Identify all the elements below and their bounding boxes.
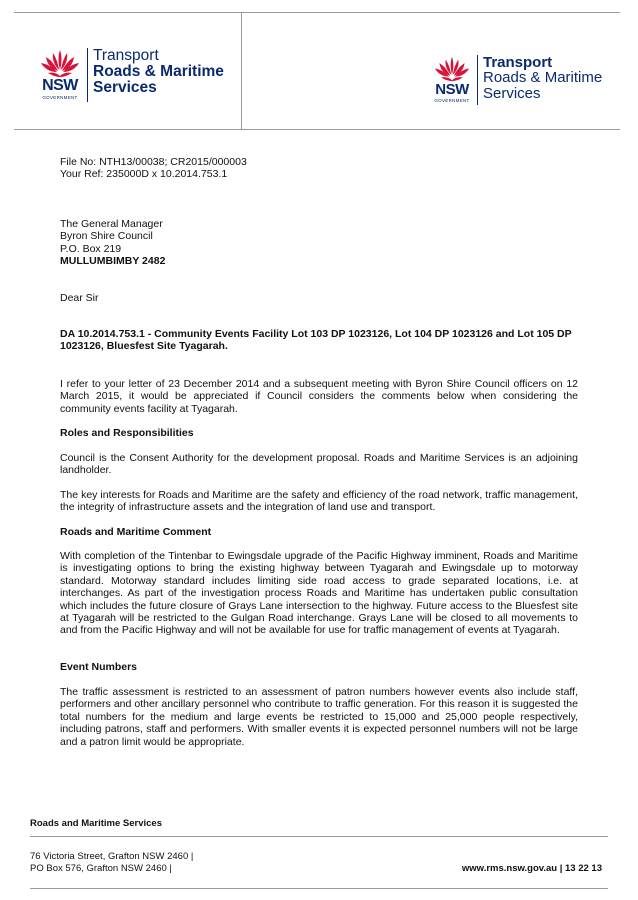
section-heading-event-numbers: Event Numbers bbox=[60, 661, 138, 673]
agency-line-1: Transport bbox=[483, 54, 553, 71]
footer-organisation: Roads and Maritime Services bbox=[30, 818, 162, 829]
address-line: P.O. Box 219 bbox=[60, 242, 122, 255]
comment-paragraph: With completion of the Tintenbar to Ewingsdale upgrade of the Pacific Highway imminent, Roads and Maritime is investigating options to bring the existing highway between Tyagarah and Ewingsdale up to motorway standard. Motorway standard includes limiting side road access to grade separated locations, i.e. at interchanges. As part of the investigation process Roads and Maritime has undertaken public consultation which includes the future closure of Grays Lane intersection to the highway. Future access to the Bluesfest site at Tyagarah will be restricted to the Gulgan Road interchange. Grays Lane will be closed to all movements to and from the Pacific Highway and will not be available for use for traffic management of events at Tyagarah. bbox=[60, 550, 578, 637]
agency-line-3: Services bbox=[93, 78, 157, 96]
your-reference: Your Ref: 235000D x 10.2014.753.1 bbox=[60, 168, 228, 180]
salutation: Dear Sir bbox=[60, 292, 99, 304]
nsw-waratah-mark bbox=[38, 48, 82, 100]
header-top-rule bbox=[14, 12, 620, 13]
footer-postal-address: PO Box 576, Grafton NSW 2460 | bbox=[30, 863, 172, 874]
address-line: Byron Shire Council bbox=[60, 230, 153, 243]
footer-bottom-rule bbox=[30, 888, 608, 889]
intro-paragraph: I refer to your letter of 23 December 2014 and a subsequent meeting with Byron Shire Council officers on 12 March 2015, it would be appreciated if Council considers the comments below when considering the community events facility at Tyagarah. bbox=[60, 378, 578, 415]
footer-street-address: 76 Victoria Street, Grafton NSW 2460 | bbox=[30, 851, 194, 862]
nsw-waratah-mark bbox=[432, 55, 472, 103]
agency-line-3: Services bbox=[483, 84, 541, 102]
event-numbers-paragraph: The traffic assessment is restricted to an assessment of patron numbers however events also include staff, performers and other ancillary personnel who contribute to traffic generation. For this reason it is suggested the total numbers for the medium and large events be restricted to 15,000 and 25,000 people respectively, including patrons, staff and performers. With smaller events it is expected personnel numbers will not be large and a patron limit would be appropriate. bbox=[60, 686, 578, 748]
file-number: File No: NTH13/00038; CR2015/000003 bbox=[60, 156, 247, 168]
agency-line-2: Roads & Maritime bbox=[483, 69, 603, 87]
subject-line: DA 10.2014.753.1 - Community Events Facility Lot 103 DP 1023126, Lot 104 DP 1023126 and Lot 105 DP 1023126, Bluesfest Site Tyagarah. bbox=[60, 328, 572, 353]
nsw-wordmark: NSW bbox=[42, 77, 78, 94]
nsw-wordmark: NSW bbox=[435, 81, 469, 98]
agency-line-2: Roads & Maritime bbox=[93, 62, 224, 80]
logo-divider bbox=[87, 48, 88, 102]
waratah-icon bbox=[432, 55, 472, 82]
roles-paragraph-1: Council is the Consent Authority for the development proposal. Roads and Maritime Services is an adjoining landholder. bbox=[60, 452, 578, 477]
agency-line-1: Transport bbox=[93, 47, 159, 64]
section-heading-roles: Roles and Responsibilities bbox=[60, 427, 194, 439]
address-line: MULLUMBIMBY 2482 bbox=[60, 255, 166, 268]
waratah-icon bbox=[38, 48, 82, 78]
logo-divider bbox=[477, 55, 478, 105]
recipient-address bbox=[60, 218, 165, 268]
nsw-transport-logo-left bbox=[38, 48, 224, 102]
address-line: The General Manager bbox=[60, 218, 163, 230]
agency-name bbox=[483, 55, 602, 101]
header-divider bbox=[241, 12, 242, 130]
government-label: GOVERNMENT bbox=[434, 98, 470, 103]
footer-contact[interactable]: www.rms.nsw.gov.au | 13 22 13 bbox=[461, 863, 602, 874]
footer-top-rule bbox=[30, 836, 608, 837]
header-bottom-rule bbox=[14, 129, 620, 130]
agency-name bbox=[93, 48, 224, 95]
government-label: GOVERNMENT bbox=[42, 95, 78, 100]
footer-address bbox=[30, 851, 193, 875]
nsw-transport-logo-right bbox=[432, 55, 602, 105]
section-heading-comment: Roads and Maritime Comment bbox=[60, 526, 212, 538]
roles-paragraph-2: The key interests for Roads and Maritime are the safety and efficiency of the road network, traffic management, the integrity of infrastructure assets and the integration of land use and transport. bbox=[60, 489, 578, 514]
